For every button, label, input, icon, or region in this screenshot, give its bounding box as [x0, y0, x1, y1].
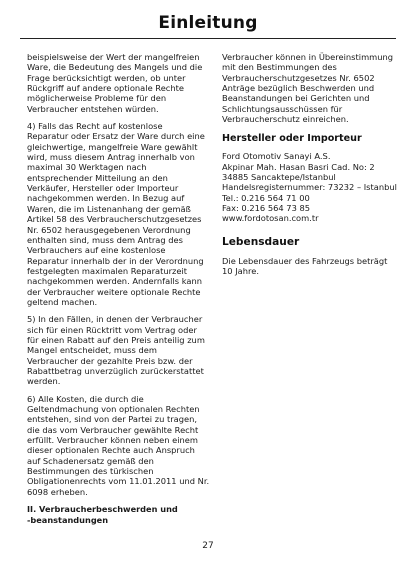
text-line: Tel.: 0.216 564 71 00 [222, 192, 310, 203]
page-number: 27 [202, 541, 214, 551]
paragraph-complaints [222, 52, 399, 124]
text-line: 6098 erheben. [27, 486, 88, 497]
text-line: II. Verbraucherbeschwerden und [27, 504, 178, 515]
text-line: Geltendmachung von optionalen Rechten [27, 404, 200, 414]
text-line: Frage berücksichtigt werden, ob unter [27, 72, 186, 83]
text-line: Handelsregisternummer: 73232 – Istanbul [222, 182, 397, 193]
text-line: Bestimmungen des türkischen [27, 466, 154, 477]
text-line: -beanstandungen [27, 514, 109, 525]
text-line: Die Lebensdauer des Fahrzeugs beträgt [222, 255, 388, 266]
text-line: 6) Alle Kosten, die durch die [27, 393, 144, 404]
text-line: entsprechender Mitteilung an den [27, 172, 168, 183]
text-line: nachgekommen werden. In Bezug auf [27, 193, 185, 204]
page-title: Einleitung [158, 13, 258, 33]
manufacturer-address [222, 151, 399, 223]
text-line: Akpinar Mah. Hasan Basri Cad. No: 2 [222, 161, 375, 172]
text-line: gleichwertige, mangelfreie Ware gewählt [27, 141, 198, 152]
paragraph-lifetime [222, 256, 399, 277]
text-line: Reparatur oder Ersatz der Ware durch eine [27, 131, 205, 142]
text-line: Fax: 0.216 564 73 85 [222, 203, 311, 214]
text-line: Verbraucher entstehen würden. [27, 103, 159, 114]
header-divider [20, 38, 396, 39]
paragraph-free-repair [27, 121, 209, 307]
left-column [27, 52, 209, 525]
text-line: sich für einen Rücktritt vom Vertrag oder [27, 324, 197, 335]
text-line: 4) Falls das Recht auf kostenlose [27, 121, 163, 132]
text-line: Ford Otomotiv Sanayi A.S. [222, 151, 331, 162]
text-line: Schlichtungsausschüssen für [222, 103, 343, 114]
text-line: nachgekommen werden. Andernfalls kann [27, 276, 203, 287]
paragraph-costs [27, 394, 209, 497]
text-line: Verbraucherschutzgesetzes Nr. 6502 [222, 72, 375, 83]
paragraph-value-consideration [27, 52, 209, 114]
section-subheading [27, 504, 209, 525]
text-line: dieser optionalen Rechte auch Anspruch [27, 445, 195, 456]
text-line: möglicherweise Probleme für den [27, 93, 167, 104]
text-line: Rabattbetrag unverzüglich zurückerstattet [27, 365, 204, 376]
text-line: Ware, die Bedeutung des Mangels und die [27, 62, 203, 73]
text-line: Waren, die im Listenanhang der gemäß [27, 203, 191, 214]
text-line: Rückgriff auf andere optionale Rechte [27, 83, 184, 94]
heading-lifetime: Lebensdauer [222, 235, 300, 248]
text-line: werden. [27, 376, 61, 387]
website-text: www.fordotosan.com.tr [222, 213, 319, 224]
text-line: entstehen, sind von der Partei zu tragen, [27, 414, 197, 425]
text-line: enthalten sind, muss dem Antrag des [27, 234, 183, 245]
text-line: die das vom Verbraucher gewählte Recht [27, 424, 199, 435]
text-line: Mangel entscheidet, muss dem [27, 345, 157, 356]
text-line: festgelegten maximalen Reparaturzeit [27, 265, 188, 276]
text-line: Reparatur innerhalb der in der Verordnung [27, 255, 204, 266]
text-line: Beanstandungen bei Gerichten und [222, 93, 370, 104]
text-line: mit den Bestimmungen des [222, 62, 337, 73]
text-line: geltend machen. [27, 296, 98, 307]
text-line: Anträge bezüglich Beschwerden und [222, 83, 375, 94]
text-line: Verbraucherschutz einreichen. [222, 114, 349, 125]
text-line: Nr. 6502 herausgegebenen Verordnung [27, 224, 191, 235]
text-line: Artikel 58 des Verbraucherschutzgesetzes [27, 214, 202, 225]
page-header [0, 0, 416, 46]
text-line: Verkäufer, Hersteller oder Importeur [27, 183, 179, 194]
text-line: wird, muss diesem Antrag innerhalb von [27, 152, 195, 163]
text-line: auf Schadenersatz gemäß den [27, 455, 154, 466]
text-line: erfüllt. Verbraucher können neben einem [27, 435, 198, 446]
heading-manufacturer: Hersteller oder Importeur [222, 133, 362, 145]
text-line: 5) In den Fällen, in denen der Verbraucher [27, 314, 203, 325]
text-line: maximal 30 Werktagen nach [27, 162, 147, 173]
paragraph-refund [27, 314, 209, 386]
text-line: Verbraucher der gezahlte Preis bzw. der [27, 355, 193, 366]
text-line: Obligationenrechts vom 11.01.2011 und Nr. [27, 476, 210, 487]
text-line: Verbraucher können in Übereinstimmung [222, 52, 394, 62]
right-column [222, 52, 399, 284]
text-line: der Verbraucher weitere optionale Rechte [27, 286, 201, 297]
text-line: beispielsweise der Wert der mangelfreien [27, 52, 200, 62]
text-line: 10 Jahre. [222, 266, 259, 277]
text-line: Verbrauchers auf eine kostenlose [27, 245, 166, 256]
text-line: für einen Rabatt auf den Preis anteilig zum [27, 334, 205, 345]
text-line: 34885 Sancaktepe/Istanbul [222, 172, 336, 183]
